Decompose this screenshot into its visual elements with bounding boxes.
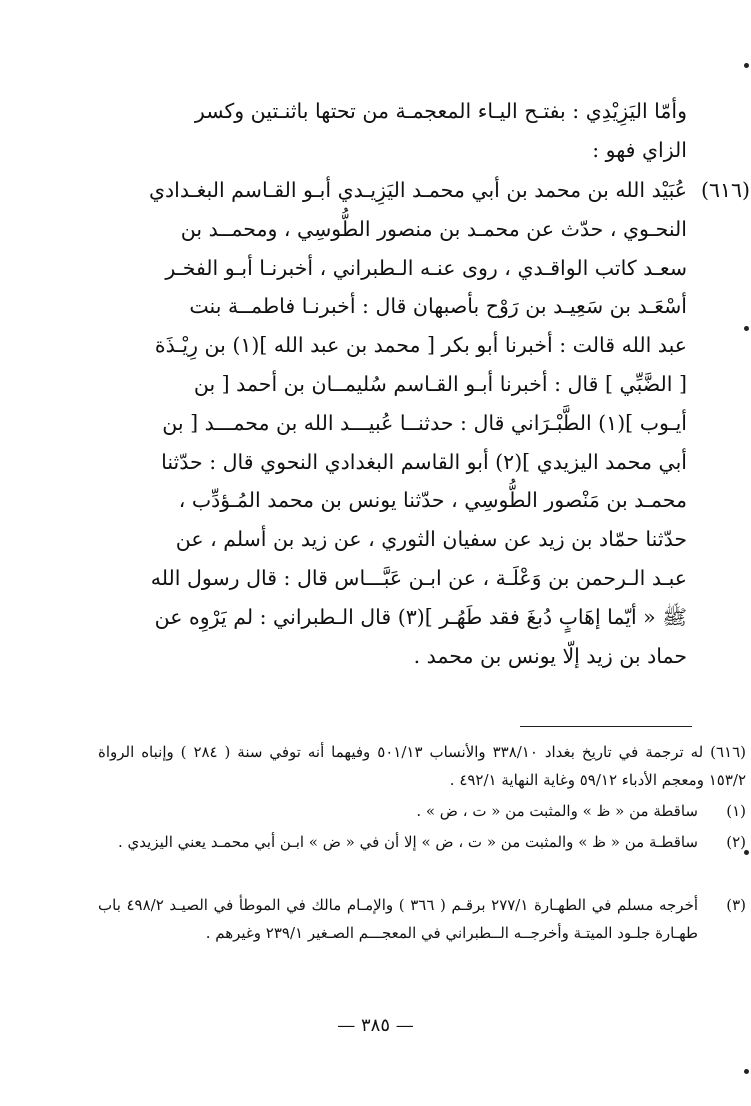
- entry-line: عبـد الـرحمن بن وَعْلَـة ، عن ابـن عَبَّـــاس قال : قال رسول الله: [150, 565, 687, 590]
- footnote-3: [98, 891, 746, 947]
- footnote-number: (٣): [726, 896, 746, 914]
- entry-number: (٦١٦): [700, 178, 750, 202]
- intro-line: وأمّا اليَزِيْدِي : بفتـح اليـاء المعجمـة من تحتها باثنـتين وكسر: [194, 99, 687, 123]
- entry-line: عُبَيْد الله بن محمد بن أبي محمـد اليَزِيـدي أبـو القـاسم البغـدادي: [148, 178, 687, 202]
- footnote-divider: [520, 726, 692, 727]
- entry-line: حدّثنا حمّاد بن زيد عن سفيان الثوري ، عن زيد بن أسلم ، عن: [175, 527, 687, 552]
- biography-entry: [112, 171, 687, 675]
- entry-line: أيـوب ](١) الطَّبْـرَاني قال : حدثنــا عُبيـــد الله بن محمـــد [ بن: [162, 410, 687, 435]
- footnote-text: ساقطة من « ظ » والمثبت من « ت ، ض » .: [416, 802, 698, 820]
- footnote-1: [98, 797, 746, 825]
- entry-line: أبي محمد اليزيدي ](٢) أبو القاسم البغدادي النحوي قال : حدّثنا: [161, 449, 687, 474]
- footnote-number: (٢): [726, 833, 746, 851]
- footnote-number: (١): [726, 802, 746, 820]
- intro-paragraph: [112, 92, 687, 170]
- margin-dot: [744, 326, 749, 331]
- margin-dot: [744, 1069, 749, 1074]
- intro-line: الزاي فهو :: [592, 137, 687, 162]
- page-number: — ٣٨٥ —: [337, 1015, 414, 1036]
- entry-line: النحـوي ، حدّث عن محمـد بن منصور الطُّوسِي ، ومحمــد بن: [180, 216, 687, 241]
- footnote-text: (٦١٦) له ترجمة في تاريخ بغداد ٣٣٨/١٠ والأنساب ٥٠١/١٣ وفيهما أنه توفي سنة ( ٢٨٤ ) وإنباه الرواة ١٥٣/٢ ومعجم الأدباء ٥٩/١٢ وغاية النهاية ٤٩٢/١ .: [98, 743, 747, 789]
- footnote-text: ساقطـة من « ظ » والمثبت من « ت ، ض » إلا أن في « ض » ابـن أبي محمـد يعني اليزيدي .: [118, 833, 698, 851]
- entry-line: عبد الله قالت : أخبرنا أبو بكر [ محمد بن عبد الله ](١) بن رِيْـذَة: [154, 333, 687, 358]
- footnote-2: [98, 828, 746, 856]
- footnote-main: [98, 738, 746, 794]
- margin-dot: [744, 63, 749, 68]
- entry-line: محمـد بن مَنْصور الطُّوسِي ، حدّثنا يونس بن محمد المُـؤدِّب ،: [178, 488, 687, 513]
- entry-line: سعـد كاتب الواقـدي ، روى عنـه الـطبراني ، أخبرنـا أبـو الفخـر: [165, 255, 687, 280]
- entry-line: ﷺ « أيّما إهَابٍ دُبغَ فقد طَهُـر ](٣) قال الـطبراني : لم يَرْوِه عن: [154, 604, 687, 629]
- footnote-text: أخرجه مسلم في الطهـارة ٢٧٧/١ برقـم ( ٣٦٦ ) والإمـام مالك في الموطأ في الصيـد ٤٩٨/٢ باب طهـارة جلـود الميتـة وأخرجــه الــطبراني في المعجـــم الصـغير ٢٣٩/١ وغيرهم .: [98, 896, 699, 942]
- entry-line: [ الضَّبِّي ] قال : أخبرنا أبـو القـاسم سُليمــان بن أحمد [ بن: [193, 371, 687, 396]
- entry-line: حماد بن زيد إلّا يونس بن محمد .: [413, 643, 687, 668]
- entry-line: أسْعَـد بن سَعِيـد بن رَوْح بأصبهان قال : أخبرنـا فاطمــة بنت: [189, 294, 687, 319]
